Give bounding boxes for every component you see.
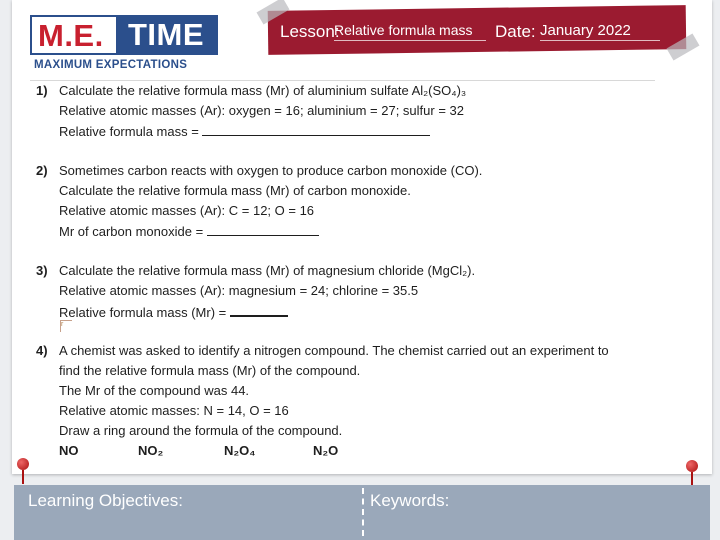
question-text: find the relative formula mass (Mr) of the compound. xyxy=(59,363,361,378)
footer-divider xyxy=(362,488,364,536)
answer-label: Relative formula mass (Mr) = xyxy=(59,305,230,320)
lesson-label: Lesson: xyxy=(280,22,340,41)
pin-string xyxy=(691,472,693,486)
option-no[interactable]: NO xyxy=(59,443,79,458)
small-marker-icon: r xyxy=(60,320,72,332)
question-text: Relative atomic masses (Ar): oxygen = 16; aluminium = 27; sulfur = 32 xyxy=(59,103,464,118)
question-number: 2) xyxy=(36,163,48,178)
question-text: Relative atomic masses (Ar): magnesium = 24; chlorine = 35.5 xyxy=(59,283,419,298)
lesson-underline xyxy=(334,40,486,41)
date-label: Date: xyxy=(495,22,536,41)
keywords-label: Keywords: xyxy=(370,491,450,510)
question-text: Sometimes carbon reacts with oxygen to produce carbon monoxide (CO). xyxy=(59,163,483,178)
date-underline xyxy=(540,40,660,41)
answer-blank[interactable] xyxy=(230,301,288,317)
question-text: Relative atomic masses: N = 14, O = 16 xyxy=(59,403,289,418)
question-text: Relative atomic masses (Ar): C = 12; O = 16 xyxy=(59,203,315,218)
formula-options xyxy=(59,441,459,461)
logo-time-text: TIME xyxy=(116,17,216,53)
answer-label: Mr of carbon monoxide = xyxy=(59,224,207,239)
question-text: The Mr of the compound was 44. xyxy=(59,383,250,398)
lesson-title: Relative formula mass xyxy=(334,22,473,38)
question-text: Calculate the relative formula mass (Mr) of magnesium chloride (MgCl₂). xyxy=(59,263,476,278)
answer-blank[interactable] xyxy=(202,121,430,136)
option-no2[interactable]: NO₂ xyxy=(138,443,164,458)
me-time-logo xyxy=(30,15,218,55)
option-n2o[interactable]: N₂O xyxy=(313,443,339,458)
answer-label: Relative formula mass = xyxy=(59,124,203,139)
pin-icon xyxy=(686,460,698,472)
learning-objectives-label: Learning Objectives: xyxy=(28,491,183,510)
logo-tagline: MAXIMUM EXPECTATIONS xyxy=(34,59,188,71)
question-text: Draw a ring around the formula of the compound. xyxy=(59,423,343,438)
question-text: Calculate the relative formula mass (Mr) of carbon monoxide. xyxy=(59,183,411,198)
question-number: 1) xyxy=(36,83,48,98)
question-number: 4) xyxy=(36,343,48,358)
question-number: 3) xyxy=(36,263,48,278)
question-text: A chemist was asked to identify a nitrogen compound. The chemist carried out an experiment to xyxy=(59,343,609,358)
pin-string xyxy=(22,470,24,484)
answer-blank[interactable] xyxy=(207,221,319,236)
option-n2o4[interactable]: N₂O₄ xyxy=(224,443,256,458)
pin-icon xyxy=(17,458,29,470)
logo-me-text: M.E. xyxy=(38,18,104,53)
question-text: Calculate the relative formula mass (Mr) of aluminium sulfate Al₂(SO₄)₃ xyxy=(59,83,467,98)
date-value: January 2022 xyxy=(540,22,631,39)
